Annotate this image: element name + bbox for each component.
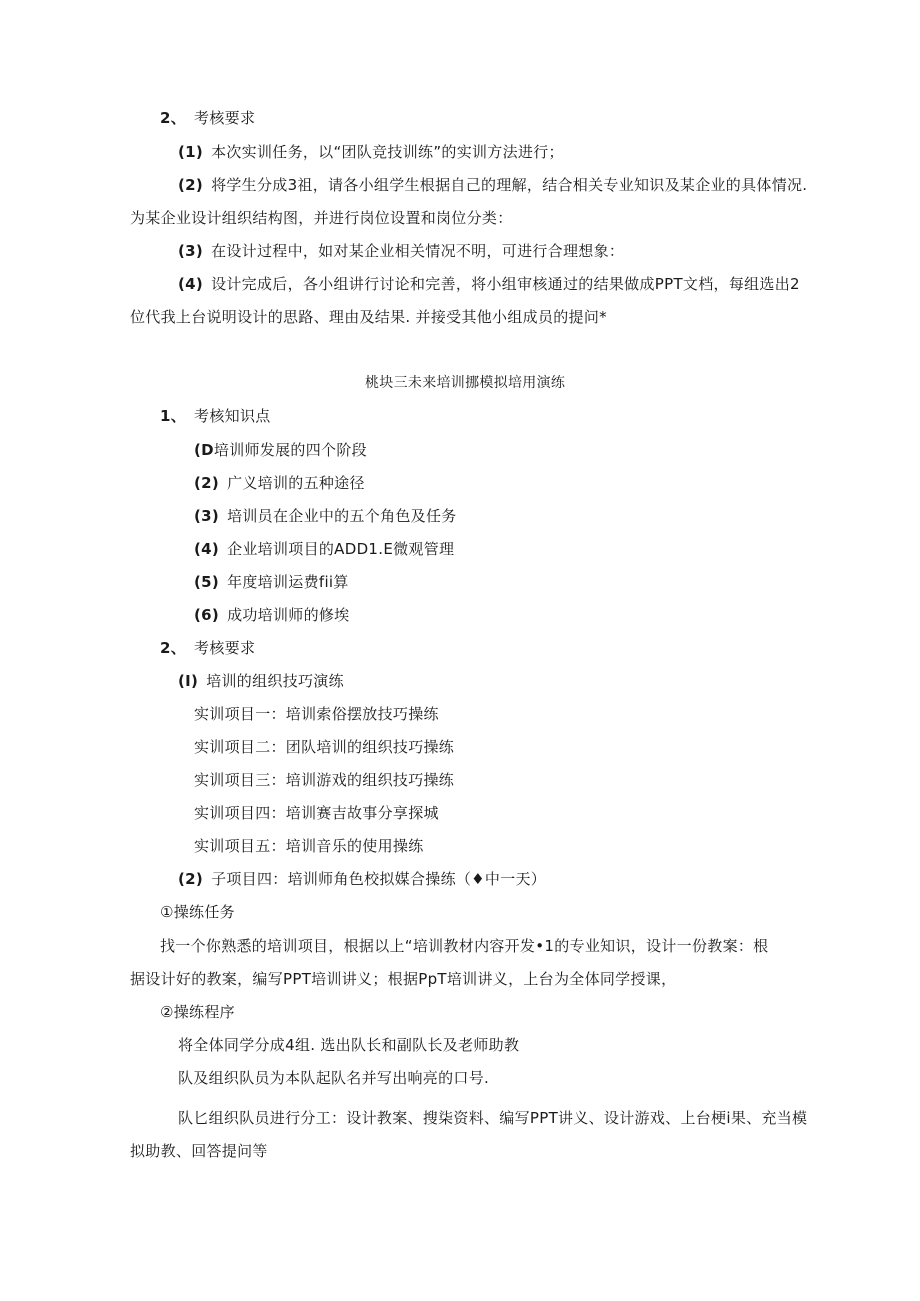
section1-item-4 <box>178 274 800 294</box>
section1-item-3 <box>178 241 624 261</box>
section2-heading <box>160 406 271 426</box>
project-4: 实训项目四：培训赛吉故事分享探城 <box>194 804 439 822</box>
item-text: 子项目四：培训师角色校拟媒合操练（♦中一天） <box>211 870 547 888</box>
section3-heading <box>160 638 255 658</box>
item-text: 培训师发展的四个阶段 <box>213 441 367 459</box>
section3-heading-text: 考核要求 <box>194 639 256 657</box>
item-num: (3) <box>178 242 204 260</box>
section2-item-1 <box>194 440 367 460</box>
procedure-line-3: 队匕组织队员进行分工：设计教案、搜柒资料、编写PPT讲义、设计游戏、上台梗i果、充当模 <box>178 1109 808 1127</box>
item-num: (D <box>194 441 214 459</box>
item-num: (4) <box>194 540 220 558</box>
item-text: 在设计过程中，如对某企业相关情况不明，可进行合理想象： <box>211 242 625 260</box>
section3-sub2 <box>178 869 546 889</box>
item-num: (2) <box>178 176 204 194</box>
item-num: (2) <box>178 870 204 888</box>
section1-item-2-cont <box>130 208 513 228</box>
item-text: 年度培训运费fii算 <box>227 573 349 591</box>
procedure-heading: ②操练程序 <box>160 1003 235 1021</box>
section1-item-2 <box>178 175 807 195</box>
item-num: (I) <box>178 672 199 690</box>
item-text: 培训员在企业中的五个角色及任务 <box>227 507 457 525</box>
task-line-1: 找一个你熟悉的培训项目，根据以上“培训教材内容开发•1的专业知识，设计一份教案：根 <box>160 937 769 955</box>
project-1: 实训项目一：培训索俗摆放技巧操练 <box>194 705 439 723</box>
section2-item-6 <box>194 605 349 625</box>
project-5: 实训项目五：培训音乐的使用操练 <box>194 837 424 855</box>
item-num: (5) <box>194 573 220 591</box>
item-num: (1) <box>178 143 204 161</box>
section2-item-5 <box>194 572 349 592</box>
project-2: 实训项目二：团队培训的组织技巧操练 <box>194 738 455 756</box>
procedure-line-1: 将全体同学分成4组. 选出队长和副队长及老师助教 <box>178 1036 520 1054</box>
section1-item-1 <box>178 142 564 162</box>
section1-heading-text: 考核要求 <box>194 109 256 127</box>
item-text: 本次实训任务，以“团队竞技训练”的实训方法进行； <box>211 143 564 161</box>
item-text: 位代我上台说明设计的思路、理由及结果. 并接受其他小组成员的提问* <box>130 308 607 326</box>
item-text: 将学生分成3祖，请各小组学生根据自己的理解，结合相关专业知识及某企业的具体情况. <box>211 176 808 194</box>
item-num: (4) <box>178 275 204 293</box>
section2-heading-text: 考核知识点 <box>194 407 271 425</box>
module-title: 桃块三未来培训挪模拟培用演练 <box>365 375 566 391</box>
section3-heading-num: 2、 <box>160 639 187 657</box>
item-text: 为某企业设计组织结构图，并进行岗位设置和岗位分类： <box>130 209 513 227</box>
section1-heading-num: 2、 <box>160 109 187 127</box>
section2-item-3 <box>194 506 457 526</box>
task-heading: ①操练任务 <box>160 903 235 921</box>
task-line-2: 据设计好的教案，编写PPT培训讲义；根据PpT培训讲义，上台为全体同学授课， <box>130 970 677 988</box>
item-text: 设计完成后，各小组讲行讨论和完善，将小组审核通过的结果做成PPT文档，每组选出2 <box>211 275 800 293</box>
section1-item-4-cont <box>130 307 607 327</box>
project-3: 实训项目三：培训游戏的组织技巧操练 <box>194 771 455 789</box>
item-text: 成功培训师的修埃 <box>227 606 350 624</box>
section2-item-4 <box>194 539 454 559</box>
item-num: (6) <box>194 606 220 624</box>
item-text: 企业培训项目的ADD1.E微观管理 <box>227 540 455 558</box>
item-num: (3) <box>194 507 220 525</box>
item-text: 广义培训的五种途径 <box>227 474 365 492</box>
section2-item-2 <box>194 473 365 493</box>
section3-sub1 <box>178 671 344 691</box>
procedure-line-4: 拟助教、回答提问等 <box>130 1142 268 1160</box>
section1-heading <box>160 108 255 128</box>
procedure-line-2: 队及组织队员为本队起队名并写出响亮的口号. <box>178 1069 490 1087</box>
item-text: 培训的组织技巧演练 <box>206 672 344 690</box>
item-num: (2) <box>194 474 220 492</box>
section2-heading-num: 1、 <box>160 407 187 425</box>
